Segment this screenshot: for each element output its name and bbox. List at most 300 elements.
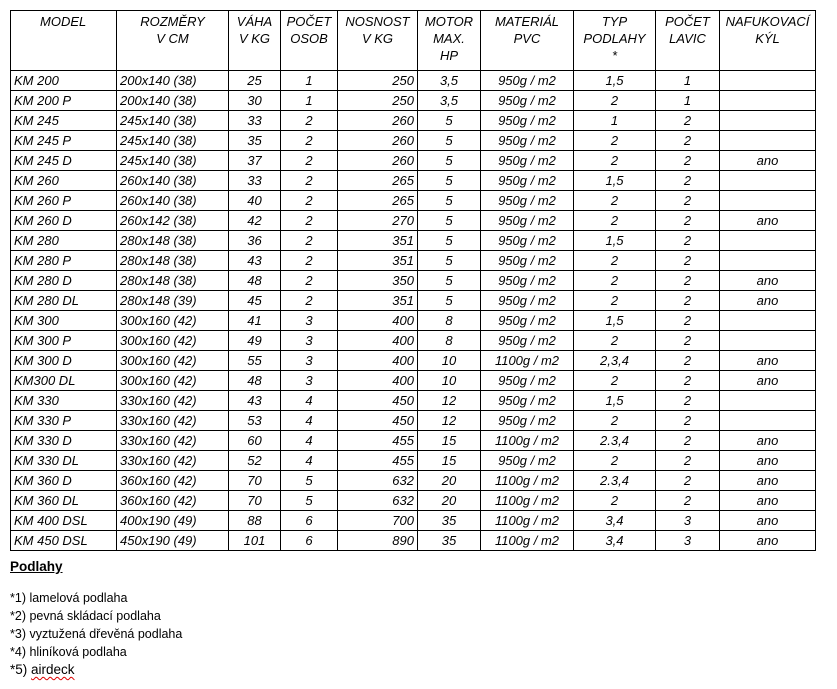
- cell-capacity: 400: [338, 371, 418, 391]
- note-text: pevná skládací podlaha: [29, 609, 161, 623]
- cell-benches: 2: [656, 111, 720, 131]
- cell-capacity: 351: [338, 231, 418, 251]
- cell-dimensions: 245x140 (38): [117, 151, 229, 171]
- note-text: vyztužená dřevěná podlaha: [29, 627, 183, 641]
- cell-motor: 10: [418, 351, 481, 371]
- cell-benches: 3: [656, 531, 720, 551]
- cell-material: 950g / m2: [481, 311, 574, 331]
- cell-persons: 6: [281, 511, 338, 531]
- cell-benches: 2: [656, 351, 720, 371]
- cell-inflatable-keel: [720, 331, 816, 351]
- note-item: [10, 625, 182, 643]
- header-text: V KG: [238, 31, 271, 46]
- cell-dimensions: 260x142 (38): [117, 211, 229, 231]
- note-prefix: *2): [10, 609, 30, 623]
- table-row: [11, 491, 816, 511]
- cell-capacity: 400: [338, 351, 418, 371]
- cell-motor: 20: [418, 471, 481, 491]
- cell-motor: 5: [418, 211, 481, 231]
- cell-floor-type: 2.3,4: [574, 471, 656, 491]
- cell-floor-type: 2,3,4: [574, 351, 656, 371]
- header-text: POČET: [286, 14, 332, 29]
- cell-inflatable-keel: ano: [720, 371, 816, 391]
- cell-material: 950g / m2: [481, 91, 574, 111]
- cell-floor-type: 3,4: [574, 511, 656, 531]
- cell-capacity: 455: [338, 431, 418, 451]
- cell-persons: 2: [281, 151, 338, 171]
- cell-capacity: 351: [338, 291, 418, 311]
- note-item: [10, 643, 182, 661]
- cell-capacity: 265: [338, 171, 418, 191]
- cell-material: 950g / m2: [481, 371, 574, 391]
- cell-weight: 88: [229, 511, 281, 531]
- cell-model: KM 360 D: [11, 471, 117, 491]
- cell-capacity: 260: [338, 151, 418, 171]
- cell-floor-type: 1,5: [574, 171, 656, 191]
- cell-motor: 5: [418, 151, 481, 171]
- cell-inflatable-keel: ano: [720, 471, 816, 491]
- cell-dimensions: 450x190 (49): [117, 531, 229, 551]
- cell-persons: 5: [281, 471, 338, 491]
- cell-dimensions: 200x140 (38): [117, 71, 229, 91]
- cell-benches: 2: [656, 311, 720, 331]
- note-text: hliníková podlaha: [29, 645, 127, 659]
- cell-persons: 2: [281, 171, 338, 191]
- cell-weight: 42: [229, 211, 281, 231]
- cell-weight: 25: [229, 71, 281, 91]
- cell-model: KM 300 P: [11, 331, 117, 351]
- cell-motor: 5: [418, 231, 481, 251]
- cell-material: 950g / m2: [481, 231, 574, 251]
- cell-capacity: 351: [338, 251, 418, 271]
- cell-model: KM 300: [11, 311, 117, 331]
- cell-weight: 101: [229, 531, 281, 551]
- cell-persons: 3: [281, 311, 338, 331]
- cell-dimensions: 330x160 (42): [117, 411, 229, 431]
- cell-benches: 2: [656, 231, 720, 251]
- cell-model: KM 330 P: [11, 411, 117, 431]
- table-row: [11, 71, 816, 91]
- cell-floor-type: 1,5: [574, 231, 656, 251]
- cell-material: 950g / m2: [481, 171, 574, 191]
- cell-dimensions: 260x140 (38): [117, 171, 229, 191]
- cell-motor: 5: [418, 271, 481, 291]
- cell-floor-type: 2: [574, 451, 656, 471]
- cell-persons: 1: [281, 71, 338, 91]
- table-row: [11, 251, 816, 271]
- cell-motor: 5: [418, 291, 481, 311]
- cell-benches: 2: [656, 411, 720, 431]
- cell-benches: 2: [656, 471, 720, 491]
- table-body: [11, 71, 816, 551]
- header-text: ROZMĚRY: [140, 14, 205, 29]
- cell-material: 1100g / m2: [481, 471, 574, 491]
- cell-inflatable-keel: [720, 311, 816, 331]
- header-floor-type: [574, 11, 656, 71]
- cell-motor: 15: [418, 451, 481, 471]
- header-motor: [418, 11, 481, 71]
- cell-weight: 43: [229, 391, 281, 411]
- header-text: NAFUKOVACÍ: [725, 14, 810, 29]
- cell-inflatable-keel: [720, 251, 816, 271]
- boat-spec-table: [10, 10, 816, 551]
- cell-motor: 5: [418, 191, 481, 211]
- header-benches: [656, 11, 720, 71]
- cell-benches: 2: [656, 491, 720, 511]
- floor-notes: [10, 558, 182, 679]
- cell-persons: 4: [281, 391, 338, 411]
- cell-weight: 48: [229, 271, 281, 291]
- table-row: [11, 231, 816, 251]
- cell-floor-type: 1,5: [574, 311, 656, 331]
- cell-model: KM 280 D: [11, 271, 117, 291]
- cell-dimensions: 330x160 (42): [117, 431, 229, 451]
- cell-benches: 2: [656, 431, 720, 451]
- cell-motor: 8: [418, 331, 481, 351]
- table-row: [11, 431, 816, 451]
- header-text: VÁHA: [236, 14, 273, 29]
- cell-capacity: 700: [338, 511, 418, 531]
- header-inflatable-keel: [720, 11, 816, 71]
- header-capacity: [338, 11, 418, 71]
- cell-weight: 40: [229, 191, 281, 211]
- cell-material: 950g / m2: [481, 211, 574, 231]
- cell-floor-type: 2.3,4: [574, 431, 656, 451]
- cell-dimensions: 280x148 (38): [117, 251, 229, 271]
- cell-dimensions: 300x160 (42): [117, 331, 229, 351]
- cell-capacity: 632: [338, 471, 418, 491]
- header-text: HP: [439, 48, 459, 63]
- cell-capacity: 450: [338, 391, 418, 411]
- cell-material: 1100g / m2: [481, 531, 574, 551]
- cell-benches: 2: [656, 331, 720, 351]
- cell-material: 950g / m2: [481, 71, 574, 91]
- cell-capacity: 455: [338, 451, 418, 471]
- cell-material: 1100g / m2: [481, 491, 574, 511]
- cell-weight: 49: [229, 331, 281, 351]
- cell-dimensions: 400x190 (49): [117, 511, 229, 531]
- header-text: MODEL: [40, 14, 87, 29]
- table-row: [11, 411, 816, 431]
- cell-benches: 2: [656, 391, 720, 411]
- cell-motor: 35: [418, 531, 481, 551]
- cell-weight: 41: [229, 311, 281, 331]
- cell-model: KM 260: [11, 171, 117, 191]
- cell-persons: 5: [281, 491, 338, 511]
- table-row: [11, 291, 816, 311]
- cell-weight: 52: [229, 451, 281, 471]
- table-row: [11, 131, 816, 151]
- cell-inflatable-keel: ano: [720, 451, 816, 471]
- header-text: KÝL: [755, 31, 780, 46]
- cell-persons: 4: [281, 431, 338, 451]
- cell-model: KM300 DL: [11, 371, 117, 391]
- note-prefix: *4): [10, 645, 30, 659]
- cell-inflatable-keel: ano: [720, 531, 816, 551]
- cell-motor: 15: [418, 431, 481, 451]
- cell-model: KM 260 D: [11, 211, 117, 231]
- cell-model: KM 300 D: [11, 351, 117, 371]
- cell-persons: 6: [281, 531, 338, 551]
- cell-persons: 2: [281, 111, 338, 131]
- cell-inflatable-keel: [720, 391, 816, 411]
- cell-persons: 4: [281, 451, 338, 471]
- cell-floor-type: 2: [574, 251, 656, 271]
- table-row: [11, 151, 816, 171]
- table-row: [11, 111, 816, 131]
- cell-persons: 3: [281, 351, 338, 371]
- cell-dimensions: 280x148 (38): [117, 271, 229, 291]
- notes-list: [10, 589, 182, 679]
- cell-persons: 2: [281, 211, 338, 231]
- cell-capacity: 632: [338, 491, 418, 511]
- cell-dimensions: 245x140 (38): [117, 131, 229, 151]
- cell-benches: 2: [656, 211, 720, 231]
- cell-inflatable-keel: [720, 131, 816, 151]
- cell-persons: 3: [281, 331, 338, 351]
- cell-dimensions: 280x148 (39): [117, 291, 229, 311]
- cell-inflatable-keel: ano: [720, 211, 816, 231]
- cell-model: KM 400 DSL: [11, 511, 117, 531]
- cell-capacity: 450: [338, 411, 418, 431]
- cell-motor: 10: [418, 371, 481, 391]
- cell-capacity: 270: [338, 211, 418, 231]
- cell-benches: 2: [656, 251, 720, 271]
- cell-dimensions: 245x140 (38): [117, 111, 229, 131]
- note-prefix: *3): [10, 627, 30, 641]
- header-text: *: [611, 48, 618, 63]
- cell-material: 950g / m2: [481, 131, 574, 151]
- cell-inflatable-keel: ano: [720, 271, 816, 291]
- cell-inflatable-keel: ano: [720, 491, 816, 511]
- cell-material: 1100g / m2: [481, 431, 574, 451]
- cell-floor-type: 3,4: [574, 531, 656, 551]
- table-row: [11, 91, 816, 111]
- table-row: [11, 471, 816, 491]
- cell-model: KM 450 DSL: [11, 531, 117, 551]
- cell-motor: 12: [418, 411, 481, 431]
- table-row: [11, 371, 816, 391]
- cell-inflatable-keel: ano: [720, 511, 816, 531]
- table-header-row: [11, 11, 816, 71]
- note-text: airdeck: [31, 662, 75, 677]
- cell-model: KM 330 DL: [11, 451, 117, 471]
- cell-persons: 2: [281, 271, 338, 291]
- cell-capacity: 260: [338, 111, 418, 131]
- cell-inflatable-keel: [720, 111, 816, 131]
- cell-benches: 2: [656, 271, 720, 291]
- cell-floor-type: 2: [574, 371, 656, 391]
- cell-floor-type: 2: [574, 271, 656, 291]
- cell-floor-type: 2: [574, 211, 656, 231]
- cell-motor: 5: [418, 131, 481, 151]
- cell-benches: 2: [656, 291, 720, 311]
- cell-material: 1100g / m2: [481, 351, 574, 371]
- cell-weight: 36: [229, 231, 281, 251]
- cell-dimensions: 260x140 (38): [117, 191, 229, 211]
- header-text: MATERIÁL: [494, 14, 560, 29]
- cell-dimensions: 330x160 (42): [117, 451, 229, 471]
- cell-motor: 20: [418, 491, 481, 511]
- cell-model: KM 260 P: [11, 191, 117, 211]
- cell-model: KM 280 DL: [11, 291, 117, 311]
- cell-model: KM 330: [11, 391, 117, 411]
- cell-motor: 3,5: [418, 91, 481, 111]
- cell-floor-type: 2: [574, 131, 656, 151]
- cell-benches: 2: [656, 171, 720, 191]
- cell-model: KM 245: [11, 111, 117, 131]
- cell-material: 950g / m2: [481, 191, 574, 211]
- cell-material: 1100g / m2: [481, 511, 574, 531]
- cell-benches: 2: [656, 371, 720, 391]
- cell-capacity: 350: [338, 271, 418, 291]
- cell-material: 950g / m2: [481, 151, 574, 171]
- cell-inflatable-keel: ano: [720, 351, 816, 371]
- cell-model: KM 280: [11, 231, 117, 251]
- cell-persons: 2: [281, 131, 338, 151]
- cell-material: 950g / m2: [481, 331, 574, 351]
- cell-motor: 5: [418, 171, 481, 191]
- cell-weight: 33: [229, 111, 281, 131]
- cell-floor-type: 2: [574, 91, 656, 111]
- table-row: [11, 351, 816, 371]
- cell-dimensions: 280x148 (38): [117, 231, 229, 251]
- cell-material: 950g / m2: [481, 411, 574, 431]
- cell-weight: 37: [229, 151, 281, 171]
- header-weight: [229, 11, 281, 71]
- header-text: PVC: [513, 31, 541, 46]
- cell-weight: 48: [229, 371, 281, 391]
- header-text: V CM: [156, 31, 189, 46]
- cell-capacity: 250: [338, 91, 418, 111]
- note-prefix: *5): [10, 662, 32, 677]
- cell-floor-type: 1: [574, 111, 656, 131]
- table-row: [11, 311, 816, 331]
- cell-inflatable-keel: [720, 171, 816, 191]
- cell-dimensions: 360x160 (42): [117, 471, 229, 491]
- cell-persons: 2: [281, 251, 338, 271]
- table-row: [11, 191, 816, 211]
- header-text: NOSNOST: [345, 14, 410, 29]
- table-row: [11, 331, 816, 351]
- cell-weight: 60: [229, 431, 281, 451]
- header-text: MOTOR: [424, 14, 474, 29]
- cell-model: KM 200: [11, 71, 117, 91]
- header-text: TYP: [601, 14, 628, 29]
- cell-model: KM 245 P: [11, 131, 117, 151]
- cell-motor: 5: [418, 111, 481, 131]
- cell-dimensions: 360x160 (42): [117, 491, 229, 511]
- cell-model: KM 245 D: [11, 151, 117, 171]
- cell-material: 950g / m2: [481, 451, 574, 471]
- cell-floor-type: 2: [574, 491, 656, 511]
- cell-persons: 4: [281, 411, 338, 431]
- table-row: [11, 451, 816, 471]
- table-row: [11, 271, 816, 291]
- cell-benches: 1: [656, 71, 720, 91]
- header-text: POČET: [665, 14, 710, 29]
- table-row: [11, 391, 816, 411]
- cell-weight: 33: [229, 171, 281, 191]
- cell-capacity: 890: [338, 531, 418, 551]
- cell-material: 950g / m2: [481, 251, 574, 271]
- table-row: [11, 511, 816, 531]
- cell-motor: 5: [418, 251, 481, 271]
- cell-persons: 2: [281, 231, 338, 251]
- cell-model: KM 330 D: [11, 431, 117, 451]
- header-text: MAX.: [433, 31, 465, 46]
- cell-weight: 35: [229, 131, 281, 151]
- cell-dimensions: 330x160 (42): [117, 391, 229, 411]
- cell-motor: 12: [418, 391, 481, 411]
- cell-floor-type: 1,5: [574, 391, 656, 411]
- cell-model: KM 360 DL: [11, 491, 117, 511]
- notes-title: Podlahy: [10, 559, 63, 574]
- cell-inflatable-keel: ano: [720, 431, 816, 451]
- cell-benches: 2: [656, 191, 720, 211]
- cell-benches: 1: [656, 91, 720, 111]
- header-persons: [281, 11, 338, 71]
- cell-floor-type: 2: [574, 151, 656, 171]
- cell-floor-type: 2: [574, 291, 656, 311]
- cell-weight: 55: [229, 351, 281, 371]
- cell-weight: 43: [229, 251, 281, 271]
- cell-persons: 2: [281, 291, 338, 311]
- cell-floor-type: 2: [574, 411, 656, 431]
- cell-floor-type: 2: [574, 191, 656, 211]
- table-row: [11, 531, 816, 551]
- cell-capacity: 400: [338, 311, 418, 331]
- cell-motor: 35: [418, 511, 481, 531]
- cell-inflatable-keel: [720, 71, 816, 91]
- cell-dimensions: 300x160 (42): [117, 311, 229, 331]
- cell-weight: 30: [229, 91, 281, 111]
- note-item: [10, 661, 182, 679]
- table-row: [11, 211, 816, 231]
- cell-dimensions: 200x140 (38): [117, 91, 229, 111]
- cell-inflatable-keel: [720, 411, 816, 431]
- cell-material: 950g / m2: [481, 391, 574, 411]
- cell-material: 950g / m2: [481, 271, 574, 291]
- cell-motor: 8: [418, 311, 481, 331]
- header-text: PODLAHY: [583, 31, 646, 46]
- cell-dimensions: 300x160 (42): [117, 351, 229, 371]
- cell-benches: 3: [656, 511, 720, 531]
- cell-material: 950g / m2: [481, 111, 574, 131]
- header-dimensions: [117, 11, 229, 71]
- cell-capacity: 260: [338, 131, 418, 151]
- cell-benches: 2: [656, 451, 720, 471]
- header-text: LAVIC: [669, 31, 706, 46]
- cell-dimensions: 300x160 (42): [117, 371, 229, 391]
- cell-inflatable-keel: [720, 231, 816, 251]
- header-model: [11, 11, 117, 71]
- note-item: [10, 607, 182, 625]
- cell-weight: 45: [229, 291, 281, 311]
- cell-persons: 2: [281, 191, 338, 211]
- cell-inflatable-keel: [720, 191, 816, 211]
- note-text: lamelová podlaha: [29, 591, 128, 605]
- header-text: V KG: [361, 31, 394, 46]
- cell-benches: 2: [656, 151, 720, 171]
- cell-model: KM 200 P: [11, 91, 117, 111]
- cell-model: KM 280 P: [11, 251, 117, 271]
- header-text: OSOB: [290, 31, 328, 46]
- header-material: [481, 11, 574, 71]
- cell-capacity: 400: [338, 331, 418, 351]
- cell-persons: 1: [281, 91, 338, 111]
- cell-benches: 2: [656, 131, 720, 151]
